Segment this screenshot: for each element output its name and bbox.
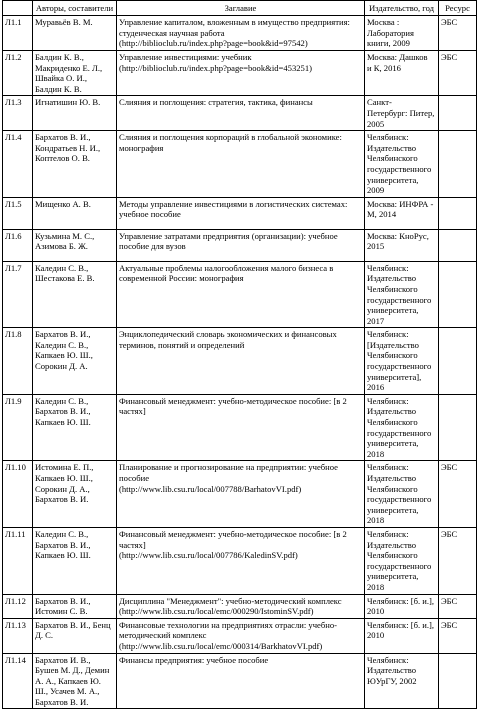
row-resource-text: ЭБС bbox=[441, 595, 458, 606]
row-authors-text: Бархатов И. В., Бушев М. Д., Демин А. А., Капкаев Ю. Ш., Усачев М. А., Бархатов В. И. bbox=[35, 654, 110, 707]
row-authors bbox=[33, 16, 117, 51]
table-row bbox=[3, 618, 477, 653]
row-resource bbox=[439, 653, 477, 709]
row-publisher-text: Челябинск: [б. и.], 2010 bbox=[367, 619, 435, 641]
row-number bbox=[3, 51, 33, 96]
header-authors: Авторы, составители bbox=[33, 1, 117, 16]
row-number-text: Л1.11 bbox=[5, 528, 26, 539]
row-publisher-text: Санкт- Петербург: Питер, 2005 bbox=[367, 97, 435, 129]
row-title bbox=[117, 594, 365, 618]
row-resource bbox=[439, 16, 477, 51]
row-resource bbox=[439, 197, 477, 229]
row-authors-text: Кузьмина М. С., Азимова Б. Ж. bbox=[35, 230, 95, 252]
row-resource bbox=[439, 328, 477, 395]
row-authors-text: Мищенко А. В. bbox=[35, 198, 91, 209]
row-authors bbox=[33, 618, 117, 653]
row-number bbox=[3, 394, 33, 461]
row-resource bbox=[439, 461, 477, 528]
row-number bbox=[3, 131, 33, 198]
row-resource bbox=[439, 618, 477, 653]
row-number-text: Л1.4 bbox=[5, 132, 22, 143]
table-row bbox=[3, 96, 477, 131]
row-title-text: Слияния и поглощения: стратегия, тактика, финансы bbox=[119, 97, 313, 108]
row-authors bbox=[33, 229, 117, 261]
row-publisher bbox=[365, 527, 439, 594]
row-publisher-text: Челябинск: [Издательство Челябинского государственного университета], 2016 bbox=[367, 329, 432, 393]
row-number bbox=[3, 16, 33, 51]
row-authors bbox=[33, 131, 117, 198]
table-row bbox=[3, 527, 477, 594]
row-publisher-text: Москва : Лаборатория книги, 2009 bbox=[367, 17, 414, 49]
table-row bbox=[3, 653, 477, 709]
row-number bbox=[3, 653, 33, 709]
row-authors-text: Каледин С. В., Шестакова Е. В. bbox=[35, 262, 95, 284]
row-authors bbox=[33, 96, 117, 131]
row-number-text: Л1.7 bbox=[5, 262, 22, 273]
row-authors bbox=[33, 527, 117, 594]
row-publisher bbox=[365, 653, 439, 709]
row-publisher-text: Челябинск: Издательство Челябинского государственного университета, 2017 bbox=[367, 262, 432, 326]
row-authors bbox=[33, 261, 117, 328]
row-title bbox=[117, 461, 365, 528]
table-row bbox=[3, 16, 477, 51]
table-row bbox=[3, 461, 477, 528]
row-resource-text: ЭБС bbox=[441, 462, 458, 473]
row-authors-text: Каледин С. В., Бархатов В. И., Капкаев Ю. Ш. bbox=[35, 395, 91, 428]
row-number bbox=[3, 527, 33, 594]
row-authors bbox=[33, 653, 117, 709]
table-row bbox=[3, 594, 477, 618]
row-number-text: Л1.14 bbox=[5, 654, 26, 665]
row-title-text: Методы управление инвестициями в логистических системах: учебное пособие bbox=[119, 198, 348, 220]
header-resource: Ресурс bbox=[439, 1, 477, 16]
row-title bbox=[117, 197, 365, 229]
row-number-text: Л1.9 bbox=[5, 395, 22, 406]
row-resource bbox=[439, 51, 477, 96]
row-authors bbox=[33, 461, 117, 528]
row-authors bbox=[33, 594, 117, 618]
row-number bbox=[3, 594, 33, 618]
row-number-text: Л1.8 bbox=[5, 329, 22, 340]
table-row bbox=[3, 261, 477, 328]
row-authors bbox=[33, 394, 117, 461]
row-authors-text: Каледин С. В., Бархатов В. И., Капкаев Ю. Ш. bbox=[35, 528, 91, 561]
row-title-text: Финансовый менеджмент: учебно-методическое пособие: [в 2 частях] bbox=[119, 395, 347, 417]
row-number bbox=[3, 461, 33, 528]
row-resource bbox=[439, 131, 477, 198]
table-row bbox=[3, 51, 477, 96]
row-authors bbox=[33, 51, 117, 96]
row-resource bbox=[439, 261, 477, 328]
row-title bbox=[117, 328, 365, 395]
row-resource-text: ЭБС bbox=[441, 17, 458, 27]
row-title bbox=[117, 618, 365, 653]
row-number bbox=[3, 229, 33, 261]
row-publisher-text: Москва: Дашков и К, 2016 bbox=[367, 52, 428, 73]
row-publisher bbox=[365, 96, 439, 131]
row-title bbox=[117, 653, 365, 709]
row-authors-text: Бархатов В. И., Истомин С. В. bbox=[35, 595, 91, 617]
row-number-text: Л1.10 bbox=[5, 462, 26, 473]
row-resource bbox=[439, 96, 477, 131]
row-publisher bbox=[365, 261, 439, 328]
row-authors-text: Балдин К. В., Макриденко Е. Л., Швайка О. И., Балдин К. В. bbox=[35, 52, 103, 94]
row-resource-text: ЭБС bbox=[441, 52, 458, 62]
row-number-text: Л1.1 bbox=[5, 17, 22, 27]
row-title-text: Управление капиталом, вложенным в имущество предприятия: студенческая научная работа (http://biblioclub.ru/index.php?page=book&id=97542) bbox=[119, 17, 350, 49]
row-number bbox=[3, 197, 33, 229]
row-publisher-text: Челябинск: Издательство Челябинского государственного университета, 2009 bbox=[367, 132, 432, 196]
row-publisher-text: Челябинск: Издательство Челябинского государственного университета, 2018 bbox=[367, 462, 432, 526]
row-resource bbox=[439, 594, 477, 618]
row-number bbox=[3, 96, 33, 131]
table-row bbox=[3, 131, 477, 198]
row-number-text: Л1.5 bbox=[5, 198, 22, 209]
row-authors bbox=[33, 197, 117, 229]
bibliography-table bbox=[2, 0, 477, 709]
table-row bbox=[3, 229, 477, 261]
table-header-row bbox=[3, 1, 477, 16]
row-number-text: Л1.6 bbox=[5, 230, 22, 241]
row-authors-text: Бархатов В. И., Бенц Д. С. bbox=[35, 619, 111, 641]
row-resource-text: ЭБС bbox=[441, 619, 458, 630]
row-title bbox=[117, 527, 365, 594]
row-title bbox=[117, 96, 365, 131]
row-title bbox=[117, 131, 365, 198]
row-publisher bbox=[365, 594, 439, 618]
row-title bbox=[117, 261, 365, 328]
row-title-text: Слияния и поглощения корпораций в глобальной экономике: монография bbox=[119, 132, 342, 153]
row-authors-text: Игнатишин Ю. В. bbox=[35, 97, 101, 108]
row-authors-text: Истомина Е. П., Капкаев Ю. Ш., Сорокин Д. А., Бархатов В. И. bbox=[35, 462, 94, 505]
header-number bbox=[3, 1, 33, 16]
table-body bbox=[3, 16, 477, 709]
row-title bbox=[117, 16, 365, 51]
row-publisher bbox=[365, 618, 439, 653]
header-title: Заглавие bbox=[117, 1, 365, 16]
row-publisher bbox=[365, 394, 439, 461]
row-publisher-text: Москва: КноРус, 2015 bbox=[367, 230, 429, 252]
row-resource bbox=[439, 527, 477, 594]
row-title bbox=[117, 229, 365, 261]
row-title-text: Финансовые технологии на предприятиях отрасли: учебно- методический комплекс (http://www.lib.csu.ru/local/emc/000314/BarkhatovVI.pdf) bbox=[119, 619, 337, 651]
row-number-text: Л1.12 bbox=[5, 595, 26, 606]
row-publisher-text: Челябинск: Издательство Челябинского государственного университета, 2018 bbox=[367, 528, 432, 592]
row-authors-text: Муравьёв В. М. bbox=[35, 17, 93, 27]
row-title bbox=[117, 394, 365, 461]
row-title-text: Планирование и прогнозирование на предприятии: учебное пособие (http://www.lib.csu.ru/local/007788/BarhatovVI.pdf) bbox=[119, 462, 338, 494]
row-title-text: Управление затратами предприятия (организации): учебное пособие для вузов bbox=[119, 230, 338, 252]
row-number-text: Л1.13 bbox=[5, 619, 26, 630]
row-authors-text: Бархатов В. И., Каледин С. В., Капкаев Ю. Ш., Сорокин Д. А. bbox=[35, 329, 93, 372]
row-publisher bbox=[365, 16, 439, 51]
row-publisher-text: Челябинск: [б. и.], 2010 bbox=[367, 595, 435, 617]
row-resource bbox=[439, 394, 477, 461]
row-publisher bbox=[365, 229, 439, 261]
row-number bbox=[3, 261, 33, 328]
row-resource-text: ЭБС bbox=[441, 528, 458, 539]
row-publisher-text: Москва: ИНФРА - М, 2014 bbox=[367, 198, 434, 220]
row-resource bbox=[439, 229, 477, 261]
row-title bbox=[117, 51, 365, 96]
row-title-text: Финансы предприятия: учебное пособие bbox=[119, 654, 269, 665]
row-title-text: Энциклопедический словарь экономических и финансовых терминов, понятий и определений bbox=[119, 329, 337, 350]
row-publisher-text: Челябинск: Издательство ЮУрГУ, 2002 bbox=[367, 654, 417, 686]
row-number bbox=[3, 328, 33, 395]
row-title-text: Дисциплина "Менеджмент": учебно-методический комплекс (http://www.lib.csu.ru/local/emc/000290/IstominSV.pdf) bbox=[119, 595, 342, 617]
table-row bbox=[3, 394, 477, 461]
row-number-text: Л1.2 bbox=[5, 52, 22, 62]
row-publisher-text: Челябинск: Издательство Челябинского государственного университета, 2018 bbox=[367, 395, 432, 459]
table-row bbox=[3, 328, 477, 395]
row-number bbox=[3, 618, 33, 653]
row-number-text: Л1.3 bbox=[5, 97, 22, 108]
row-authors-text: Бархатов В. И., Кондратьев Н. И., Коптелов О. В. bbox=[35, 132, 101, 164]
row-publisher bbox=[365, 131, 439, 198]
row-title-text: Финансовый менеджмент: учебно-методическое пособие: [в 2 частях] (http://www.lib.csu.ru/local/007786/KaledinSV.pdf) bbox=[119, 528, 347, 561]
header-publisher: Издательство, год bbox=[365, 1, 439, 16]
row-title-text: Актуальные проблемы налогообложения малого бизнеса в современной России: монография bbox=[119, 262, 334, 284]
bibliography-page bbox=[2, 0, 476, 709]
row-authors bbox=[33, 328, 117, 395]
table-row bbox=[3, 197, 477, 229]
row-publisher bbox=[365, 51, 439, 96]
row-publisher bbox=[365, 461, 439, 528]
row-publisher bbox=[365, 197, 439, 229]
row-publisher bbox=[365, 328, 439, 395]
row-title-text: Управление инвестициями: учебник (http://biblioclub.ru/index.php?page=book&id=453251) bbox=[119, 52, 312, 73]
